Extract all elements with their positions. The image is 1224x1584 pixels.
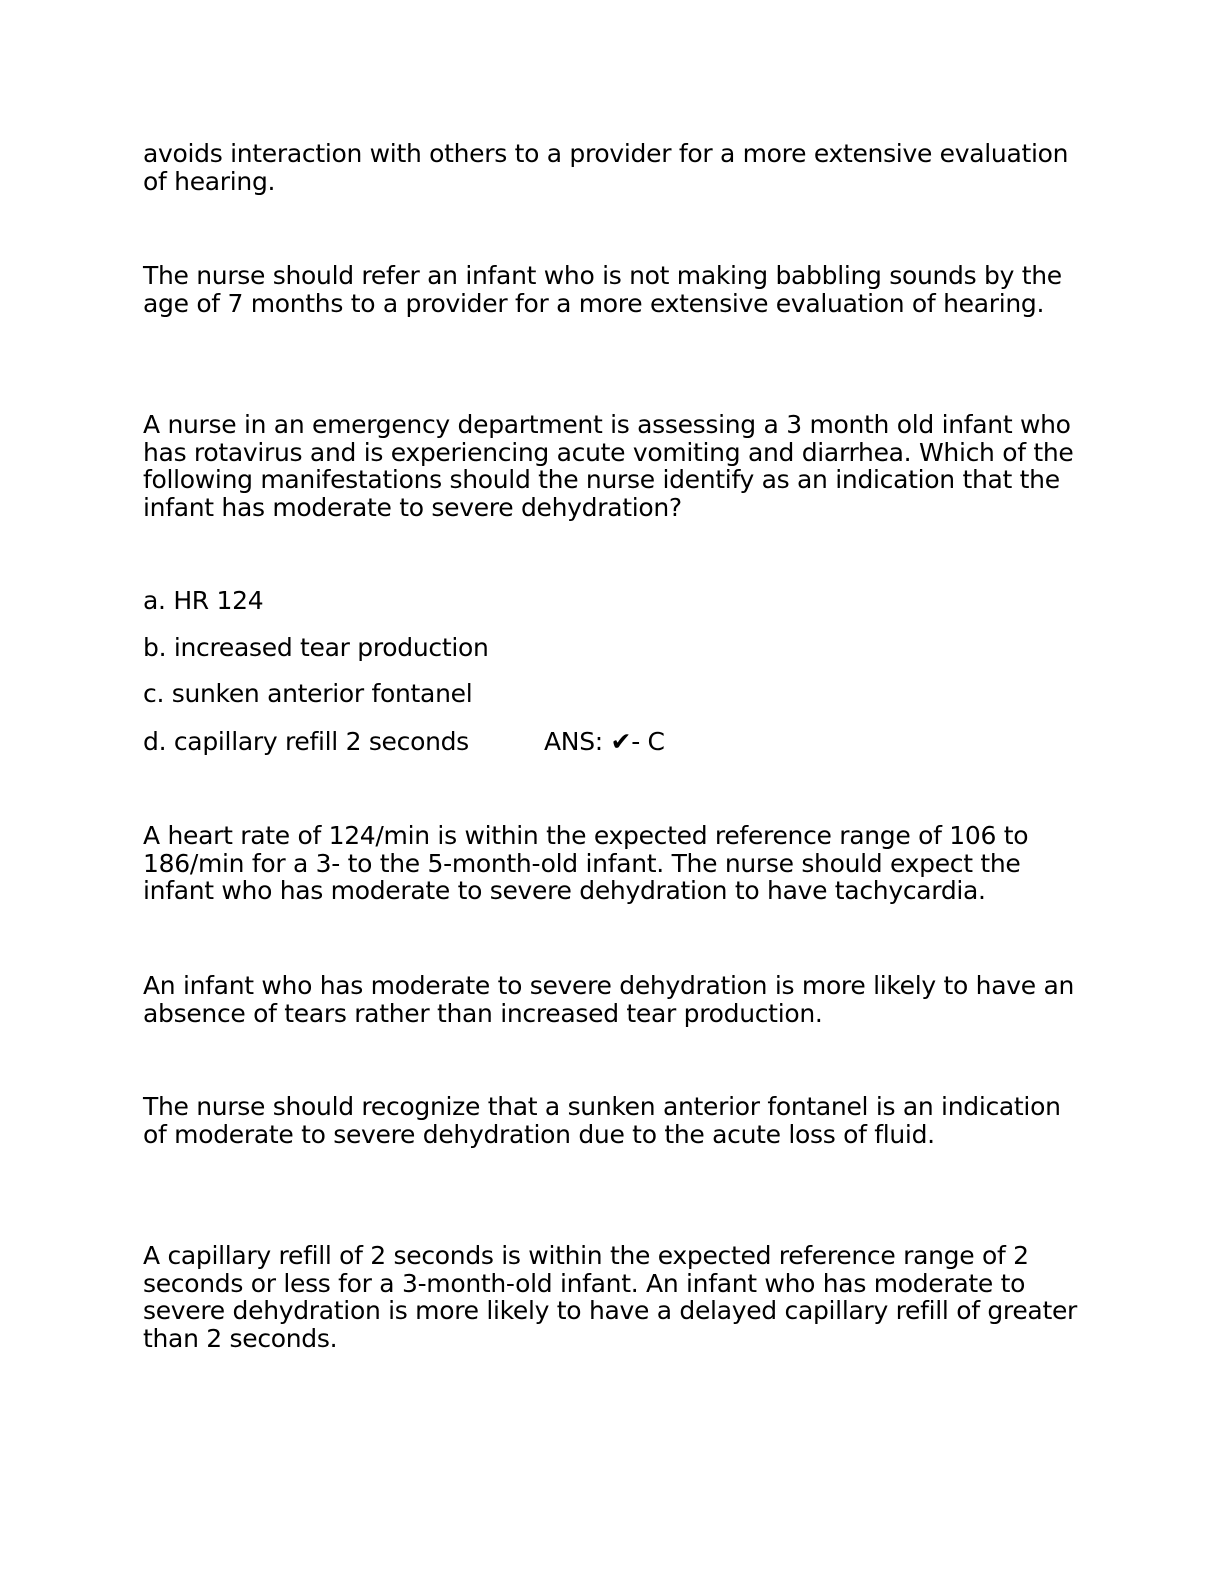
rationale-fontanel: The nurse should recognize that a sunken anterior fontanel is an indication of moderate to severe dehydration due to the acute loss of fluid. xyxy=(143,1092,1061,1149)
option-b: b. increased tear production xyxy=(143,633,489,662)
rationale-capillary-refill: A capillary refill of 2 seconds is within the expected reference range of 2 seconds or less for a 3-month-old infant. An infant who has moderate to severe dehydration is more likely to have a delayed capillary refill of greater than 2 seconds. xyxy=(143,1241,1078,1353)
paragraph-babbling-referral: The nurse should refer an infant who is not making babbling sounds by the age of 7 months to a provider for a more extensive evaluation of hearing. xyxy=(143,261,1062,318)
paragraph-hearing-continuation: avoids interaction with others to a provider for a more extensive evaluation of hearing. xyxy=(143,139,1069,196)
option-c: c. sunken anterior fontanel xyxy=(143,679,473,708)
rationale-heart-rate: A heart rate of 124/min is within the expected reference range of 106 to 186/min for a 3- to the 5-month-old infant. The nurse should expect the infant who has moderate to severe dehydration to have tachycardia. xyxy=(143,821,1029,905)
question-stem: A nurse in an emergency department is assessing a 3 month old infant who has rotavirus and is experiencing acute vomiting and diarrhea. Which of the following manifestations should the nurse identify as an indication that the infant has moderate to severe dehydration? xyxy=(143,410,1074,522)
rationale-tear-production: An infant who has moderate to severe dehydration is more likely to have an absence of tears rather than increased tear production. xyxy=(143,971,1075,1028)
answer-key: ANS: ✔- C xyxy=(544,727,665,756)
option-d: d. capillary refill 2 seconds xyxy=(143,727,469,756)
option-a: a. HR 124 xyxy=(143,586,264,615)
